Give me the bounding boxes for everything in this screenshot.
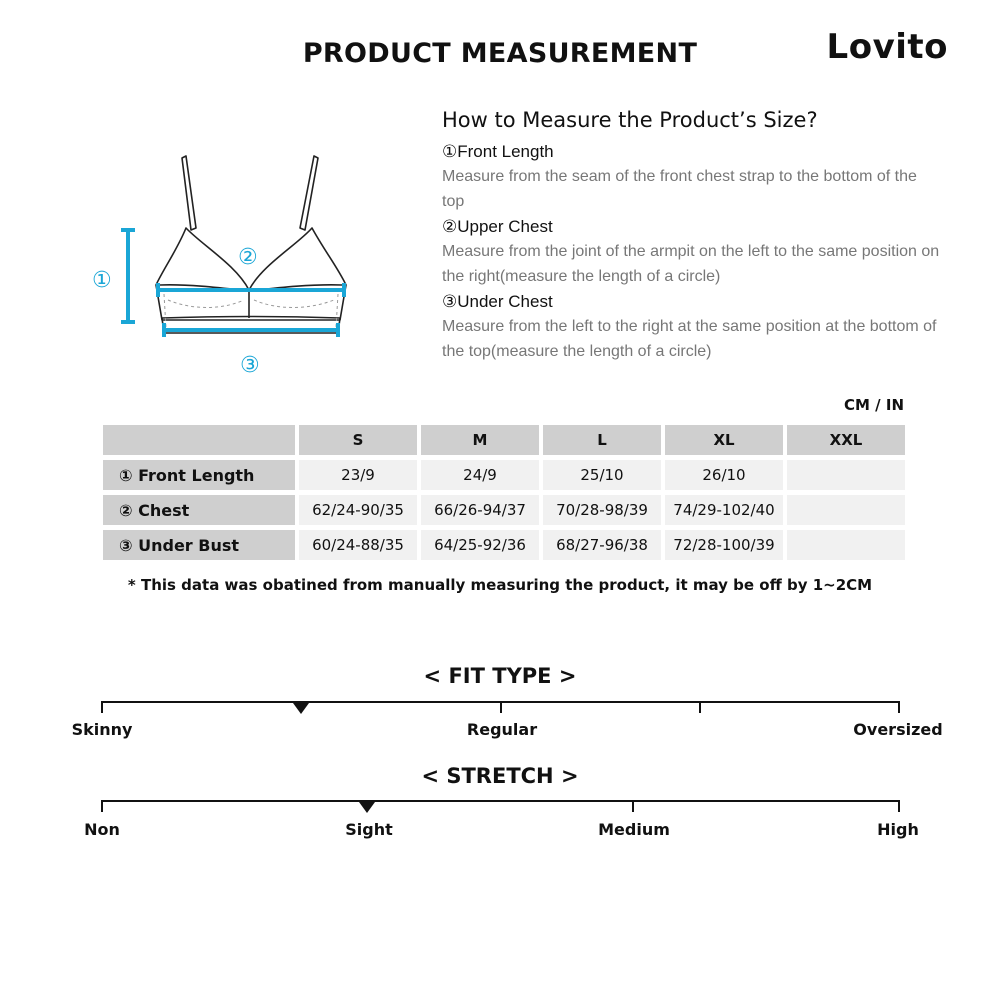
table-corner: [103, 425, 295, 455]
measurement-note: * This data was obatined from manually measuring the product, it may be off by 1~2CM: [127, 576, 873, 594]
fit-label-regular: Regular: [466, 720, 538, 739]
column-header: S: [299, 425, 417, 455]
stretch-marker: [359, 802, 375, 813]
stretch-label-sight: Sight: [345, 820, 393, 839]
howto-item-title: ①Front Length: [442, 142, 554, 161]
table-cell: [787, 460, 905, 490]
scale-tick: [101, 800, 103, 812]
scale-tick: [101, 701, 103, 713]
label-under-chest: ③: [240, 353, 260, 378]
column-header: M: [421, 425, 539, 455]
howto-item-desc: Measure from the seam of the front chest strap to the bottom of the top: [442, 168, 917, 210]
table-cell: [787, 495, 905, 525]
table-cell: 68/27-96/38: [543, 530, 661, 560]
fit-label-skinny: Skinny: [71, 720, 133, 739]
table-row: [103, 530, 905, 560]
howto-item-title: ②Upper Chest: [442, 217, 553, 236]
table-cell: 60/24-88/35: [299, 530, 417, 560]
fit-type-title: < FIT TYPE >: [423, 664, 577, 688]
row-label: ② Chest: [103, 495, 295, 525]
table-header-row: [103, 425, 905, 455]
scale-tick: [699, 701, 701, 713]
column-header: XXL: [787, 425, 905, 455]
scale-tick: [632, 800, 634, 812]
table-cell: 74/29-102/40: [665, 495, 783, 525]
unit-label: CM / IN: [844, 396, 904, 414]
scale-tick: [898, 701, 900, 713]
table-cell: 70/28-98/39: [543, 495, 661, 525]
column-header: L: [543, 425, 661, 455]
stretch-label-high: High: [877, 820, 919, 839]
table-cell: 23/9: [299, 460, 417, 490]
table-cell: 26/10: [665, 460, 783, 490]
page-title: PRODUCT MEASUREMENT: [302, 38, 698, 69]
fit-label-oversized: Oversized: [853, 720, 943, 739]
table-cell: 25/10: [543, 460, 661, 490]
cup-stitching: [164, 294, 338, 328]
column-header: XL: [665, 425, 783, 455]
size-table: [99, 420, 909, 565]
stretch-scale: [102, 800, 899, 814]
howto-heading: How to Measure the Product’s Size?: [442, 108, 818, 132]
scale-tick: [500, 701, 502, 713]
measure-lines: [121, 230, 344, 337]
howto-item-title: ③Under Chest: [442, 292, 553, 311]
stretch-label-medium: Medium: [598, 820, 670, 839]
fit-type-marker: [293, 703, 309, 714]
howto-item-desc: Measure from the joint of the armpit on the left to the same position on the right(measure the length of a circle): [442, 243, 940, 285]
table-cell: 72/28-100/39: [665, 530, 783, 560]
table-row: [103, 495, 905, 525]
table-cell: 66/26-94/37: [421, 495, 539, 525]
how-to-measure: [442, 108, 942, 365]
row-label: ① Front Length: [103, 460, 295, 490]
table-cell: [787, 530, 905, 560]
brand-logo: Lovito: [826, 27, 948, 67]
howto-item-desc: Measure from the left to the right at the same position at the bottom of the top(measure the length of a circle): [442, 318, 937, 360]
table-cell: 64/25-92/36: [421, 530, 539, 560]
table-cell: 62/24-90/35: [299, 495, 417, 525]
table-row: [103, 460, 905, 490]
label-upper-chest: ②: [238, 245, 258, 270]
label-front-length: ①: [92, 268, 112, 293]
table-cell: 24/9: [421, 460, 539, 490]
bra-measurement-diagram: [72, 150, 392, 390]
stretch-label-non: Non: [84, 820, 120, 839]
fit-type-scale: [102, 701, 899, 715]
row-label: ③ Under Bust: [103, 530, 295, 560]
stretch-title: < STRETCH >: [421, 764, 579, 788]
scale-bar: [102, 800, 899, 802]
scale-tick: [898, 800, 900, 812]
